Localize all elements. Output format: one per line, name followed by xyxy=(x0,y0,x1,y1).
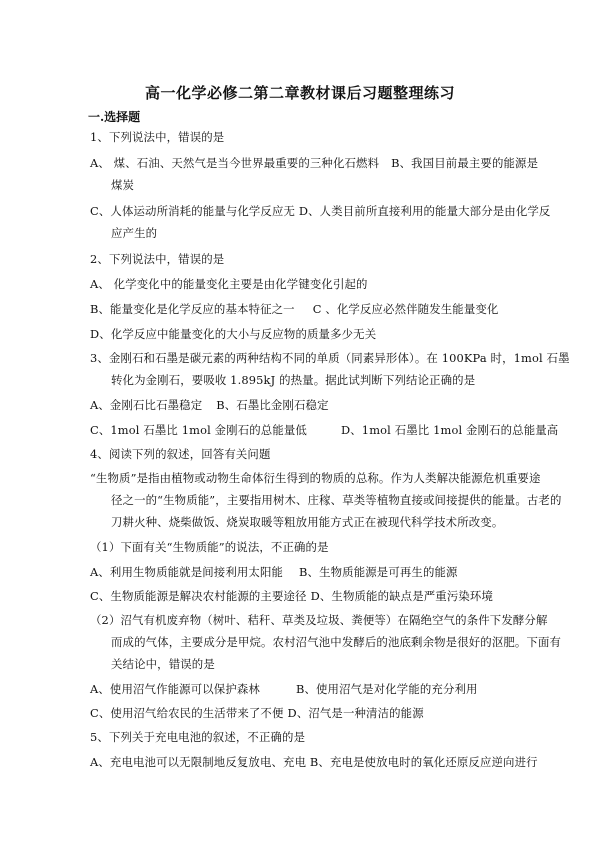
question-4-sub-1-option-b: B、生物质能源是可再生的能源 xyxy=(299,565,458,579)
question-4-stem: 4、阅读下列的叙述，回答有关问题 xyxy=(90,447,271,461)
question-4-passage-line-2: 径之一的“生物质能”，主要指用树木、庄稼、草类等植物直接或间接提供的能量。古老的 xyxy=(111,493,562,507)
question-3-option-c: C、1mol 石墨比 1mol 金刚石的总能量低 xyxy=(90,423,307,437)
question-4-sub-2-options-cd xyxy=(90,705,424,721)
question-3-stem-line-2: 转化为金刚石，要吸收 1.895kJ 的热量。据此试判断下列结论正确的是 xyxy=(111,373,476,387)
question-1-option-b-continued: 煤炭 xyxy=(111,178,135,192)
question-2-option-a: A、 化学变化中的能量变化主要是由化学键变化引起的 xyxy=(90,277,368,291)
question-4-sub-1-options-ab xyxy=(90,564,458,580)
question-3-options-cd xyxy=(90,422,558,438)
question-5-stem: 5、下列关于充电电池的叙述，不正确的是 xyxy=(90,730,306,744)
question-4-sub-1-option-c: C、生物质能源是解决农村能源的主要途径 xyxy=(90,589,307,603)
question-4-sub-1-option-d: D、生物质能的缺点是严重污染环境 xyxy=(310,589,494,603)
question-1-option-d-continued: 应产生的 xyxy=(111,226,158,240)
question-2-stem: 2、下列说法中，错误的是 xyxy=(90,252,225,266)
question-4-sub-2-option-d: D、沼气是一种清洁的能源 xyxy=(287,706,424,720)
question-3-option-d: D、1mol 石墨比 1mol 金刚石的总能量高 xyxy=(340,423,559,437)
question-2-options-bc xyxy=(90,301,498,317)
question-3-option-b: B、石墨比金刚石稳定 xyxy=(216,398,329,412)
question-4-sub-1-option-a: A、利用生物质能就是间接利用太阳能 xyxy=(90,565,284,579)
question-4-sub-2-line-2: 而成的气体，主要成分是甲烷。农村沼气池中发酵后的池底剩余物是很好的沤肥。下面有 xyxy=(111,635,562,649)
section-heading: 一.选择题 xyxy=(88,110,141,124)
question-4-sub-1-options-cd xyxy=(90,588,493,604)
question-1-option-b: B、我国目前最主要的能源是 xyxy=(391,156,539,170)
question-2-option-d: D、化学反应中能量变化的大小与反应物的质量多少无关 xyxy=(90,327,377,341)
question-2-option-b: B、能量变化是化学反应的基本特征之一 xyxy=(90,302,295,316)
question-2-option-c: C 、化学反应必然伴随发生能量变化 xyxy=(312,302,499,316)
question-1-options-cd: C、人体运动所消耗的能量与化学反应无 D、人类目前所直接利用的能量大部分是由化学反 xyxy=(90,204,551,218)
question-1-stem: 1、下列说法中，错误的是 xyxy=(90,130,225,144)
question-4-sub-2-option-a: A、使用沼气作能源可以保护森林 xyxy=(90,682,260,696)
question-4-sub-2-options-ab xyxy=(90,681,478,697)
question-4-sub-2-option-b: B、使用沼气是对化学能的充分利用 xyxy=(295,682,478,696)
question-4-sub-2-line-3: 关结论中，错误的是 xyxy=(111,657,215,671)
question-3-option-a: A、金刚石比石墨稳定 xyxy=(90,398,203,412)
question-4-sub-1-stem: （1）下面有关“生物质能”的说法，不正确的是 xyxy=(90,540,329,554)
question-1-options-ab xyxy=(90,155,538,171)
question-3-stem-line-1: 3、金刚石和石墨是碳元素的两种结构不同的单质（同素异形体）。在 100KPa 时，1mol 石墨 xyxy=(90,351,570,365)
question-4-sub-2-option-c: C、使用沼气给农民的生活带来了不便 xyxy=(90,706,284,720)
question-1-option-a: A、 煤、石油、天然气是当今世界最重要的三种化石燃料 xyxy=(90,156,380,170)
question-4-passage-line-3: 刀耕火种、烧柴做饭、烧炭取暖等粗放用能方式正在被现代科学技术所改变。 xyxy=(111,515,504,529)
question-4-passage-line-1: “生物质”是指由植物或动物生命体衍生得到的物质的总称。作为人类解决能源危机重要途 xyxy=(90,471,541,485)
question-3-options-ab xyxy=(90,397,329,413)
question-5-options-ab: A、充电电池可以无限制地反复放电、充电 B、充电是使放电时的氧化还原反应逆向进行 xyxy=(90,755,538,769)
question-4-sub-2-line-1: （2）沼气有机废弃物（树叶、秸秆、草类及垃圾、粪便等）在隔绝空气的条件下发酵分解 xyxy=(90,613,548,627)
page-title: 高一化学必修二第二章教材课后习题整理练习 xyxy=(144,84,455,102)
